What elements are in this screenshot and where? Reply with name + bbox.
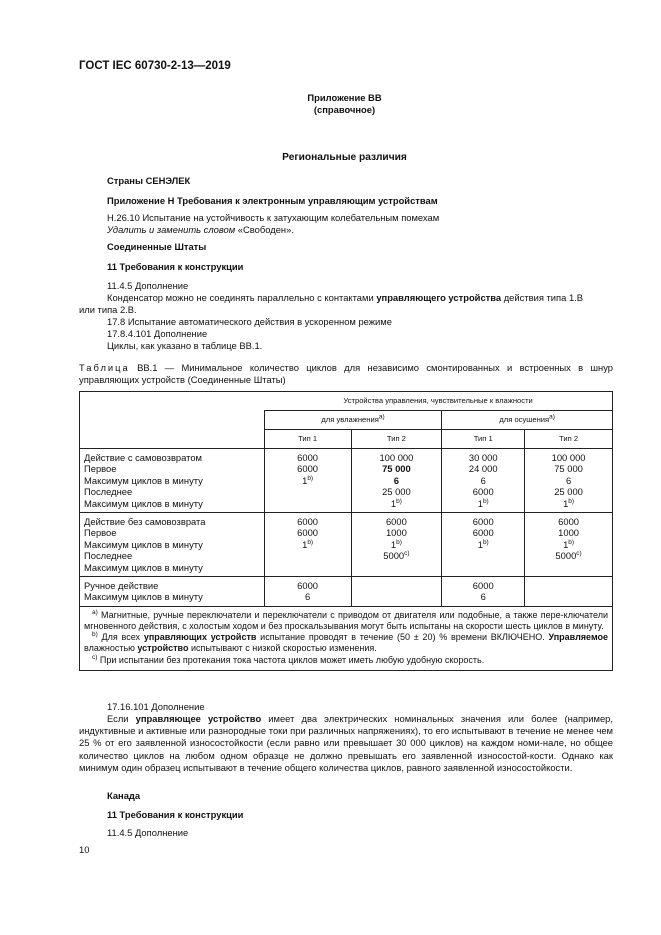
value: 1 [477, 497, 483, 509]
cell-value [525, 498, 612, 509]
value: 1 [390, 538, 397, 550]
page-number: 10 [79, 844, 90, 855]
cell-value [525, 539, 612, 550]
cell-value: 6000 [297, 463, 319, 475]
cycles-table [79, 391, 613, 671]
cell [264, 449, 351, 513]
value: 1 [477, 538, 483, 550]
cell-value [352, 539, 442, 550]
row-label: Максимум циклов в минуту [84, 497, 203, 509]
row-label: Последнее [84, 486, 133, 498]
row-label: Действие без самовозврата [84, 516, 206, 528]
us-heading: Соединенные Штаты [107, 241, 207, 252]
value: 1 [302, 474, 308, 486]
footnote-mark: a) [92, 608, 98, 616]
footnote-ref: b) [396, 538, 402, 546]
caption-lead: Таблица [79, 362, 130, 373]
table-row [80, 513, 613, 577]
us-line-6: Циклы, как указано в таблице ВВ.1. [107, 340, 263, 351]
footnote-ref: b) [307, 538, 314, 546]
table-caption-line-1 [79, 362, 613, 374]
text-run: испытывают с низкой скоростью изменения. [188, 643, 377, 654]
cenelec-annex: Приложение Н Требования к электронным управляющим устройствам [107, 195, 438, 206]
row-labels [80, 513, 265, 577]
us-line-2 [107, 292, 583, 304]
cell-value: 6 [565, 474, 572, 486]
caption-text: ВВ.1 — Минимальное количество циклов для независимо смонтированных и встроенных в шнур [129, 362, 613, 373]
cell-value: 100 000 [379, 452, 414, 463]
term-bold: управляющих устройств [143, 632, 257, 643]
text-run: имеет два электрических номинальных значения или более (например, индуктивные и активные или разнородные токи при различных напряжениях), то его испытывают в течение не менее чем 25 % от его заявленной износостойкости (если равно или превышает 30 000 циклов) на каждом номи-нале, но общее количество циклов на любом одном образце не должно превышать его заявленной износостой-кости. Однако как минимум один образец испытывают в течение общего количества циклов, равного заявленной износостойкости. [79, 713, 613, 773]
value: 1 [302, 538, 308, 550]
footnote-ref: b) [568, 497, 575, 505]
row-label: Максимум циклов в минуту [84, 591, 203, 603]
cell-value: 25 000 [554, 486, 583, 498]
table-footnotes [80, 606, 613, 670]
footnote-a [84, 610, 608, 632]
us-line-3: или типа 2.В. [79, 304, 137, 315]
cell [525, 449, 613, 513]
text-run: действия типа 1.B [501, 292, 584, 303]
cell-value [525, 550, 612, 561]
cell [351, 449, 442, 513]
canada-line-1: 11.4.5 Дополнение [107, 827, 189, 838]
header-humidify [264, 411, 442, 430]
row-label: Максимум циклов в минуту [84, 474, 203, 486]
footnote-ref: c) [576, 550, 582, 558]
row-label: Действие с самовозвратом [84, 452, 203, 463]
cell-value [352, 498, 442, 509]
value: 5000 [383, 550, 405, 562]
footnote-ref: b) [568, 538, 575, 546]
us-line-5: 17.8.4.101 Дополнение [107, 328, 208, 339]
cell-value: 24 000 [468, 463, 498, 475]
cell [264, 577, 351, 607]
value: 1 [563, 497, 569, 509]
row-labels [80, 577, 265, 607]
cell-value: 6000 [297, 580, 319, 592]
row-label: Максимум циклов в минуту [84, 561, 203, 573]
after-paragraph [79, 713, 613, 774]
header-dehumidify-label: для осушения [499, 415, 550, 424]
cell-value [352, 550, 442, 561]
value: 1 [390, 497, 397, 509]
cell [351, 513, 442, 577]
header-dehumidify [442, 411, 613, 430]
footnote-ref: b) [482, 538, 489, 546]
canada-heading: Канада [107, 790, 141, 801]
text-run: Для всех [97, 632, 144, 643]
cell-value: 25 000 [382, 486, 411, 498]
term-bold: управляющее устройство [135, 713, 262, 724]
header-type-1: Тип 1 [264, 430, 351, 449]
footnote-ref: b) [396, 497, 402, 505]
row-label: Ручное действие [84, 580, 159, 592]
after-line-1: 17.16.101 Дополнение [107, 701, 205, 712]
footnote-b [84, 632, 608, 654]
row-label: Первое [84, 527, 117, 539]
cell-value: 6000 [385, 516, 407, 528]
footnote-ref: a) [549, 413, 555, 421]
cell-value: 6 [393, 474, 400, 486]
header-main: Устройства управления, чувствительные к влажности [264, 392, 612, 411]
term-bold: Управляемое [548, 632, 608, 643]
us-section: 11 Требования к конструкции [107, 261, 244, 272]
cell [525, 513, 613, 577]
row-label: Последнее [84, 550, 133, 562]
header-humidify-label: для увлажнения [321, 415, 379, 424]
cell-value [265, 475, 351, 486]
cell-value: 6 [480, 591, 486, 603]
cenelec-heading: Страны СЕНЭЛЕК [107, 175, 191, 186]
row-label: Максимум циклов в минуту [84, 538, 203, 550]
cell-value [265, 539, 351, 550]
text-run: испытание проводят в течение (50 ± 20) % времени ВКЛЮЧЕНО. [256, 632, 549, 643]
cell-value: 6000 [472, 527, 494, 539]
value: 5000 [555, 550, 577, 562]
table-caption-line-2: управляющих устройств (Соединенные Штаты) [79, 374, 286, 385]
header-empty [80, 411, 265, 430]
term-bold: устройство [137, 643, 189, 654]
cell-value: 6000 [297, 516, 319, 528]
row-labels [80, 449, 265, 513]
cell-value: 1000 [385, 527, 407, 539]
section-title: Региональные различия [282, 152, 407, 163]
footnote-mark: c) [92, 653, 98, 661]
cell-value [442, 498, 524, 509]
footnote-ref: c) [404, 550, 410, 558]
footnote-mark: b) [92, 631, 98, 639]
text-run: Если [107, 713, 136, 724]
cell-value: 6000 [472, 580, 494, 592]
footnote-ref: b) [307, 474, 314, 482]
cenelec-instruction [107, 224, 294, 236]
cell-empty [525, 577, 613, 607]
us-line-4: 17.8 Испытание автоматического действия в ускоренном режиме [107, 316, 392, 327]
cell-value: 6 [480, 474, 486, 486]
document-header: ГОСТ IEC 60730-2-13—2019 [79, 60, 231, 72]
cell-empty [351, 577, 442, 607]
cell-value: 75 000 [554, 463, 583, 475]
appendix-subtitle: (справочное) [313, 104, 376, 115]
cell-value: 6000 [297, 452, 319, 463]
footnote-text: Магнитные, ручные переключатели и переключатели с приводом от двигателя или подобные, а также пере-ключатели мгновенного действия, с холостым ходом и без проскальзывания могут быть испытаны на скорости шесть циклов в минуту. [84, 609, 608, 632]
cell-value: 75 000 [382, 463, 411, 475]
canada-section: 11 Требования к конструкции [107, 809, 244, 820]
cenelec-item: Н.26.10 Испытание на устойчивость к затухающим колебательным помехам [107, 212, 440, 223]
value: 1 [563, 538, 569, 550]
text-run: влажностью [84, 643, 138, 654]
instruction-rest: «Свободен». [235, 224, 294, 235]
us-line-1: 11.4.5 Дополнение [107, 280, 189, 291]
appendix-title: Приложение ВВ [307, 92, 382, 103]
cell-value: 6 [304, 591, 311, 603]
text-run: Конденсатор можно не соединять параллельно с контактами [107, 292, 377, 303]
cell [264, 513, 351, 577]
cell-value: 6000 [472, 486, 494, 498]
cell [442, 513, 525, 577]
table-row [80, 577, 613, 607]
row-label: Первое [84, 463, 117, 475]
cell-value: 30 000 [468, 452, 498, 463]
table-row [80, 449, 613, 513]
cell-value: 1000 [558, 527, 579, 539]
cell-value: 6000 [558, 516, 579, 528]
header-type-2: Тип 2 [351, 430, 442, 449]
header-empty [80, 392, 265, 411]
cell-value [442, 539, 524, 550]
footnote-ref: a) [378, 413, 385, 421]
footnote-c [84, 655, 608, 666]
cell-value: 6000 [472, 516, 494, 528]
cell-value: 6000 [297, 527, 319, 539]
header-empty [80, 430, 265, 449]
term-bold: управляющего устройства [376, 292, 502, 303]
footnote-ref: b) [482, 497, 489, 505]
cell [442, 577, 525, 607]
header-type-2: Тип 2 [525, 430, 613, 449]
cell-value: 100 000 [551, 452, 586, 463]
cell [442, 449, 525, 513]
instruction-italic: Удалить и заменить словом [107, 224, 236, 235]
footnote-text: При испытании без протекания тока частота циклов может иметь любую удобную скорость. [97, 654, 485, 665]
header-type-1: Тип 1 [442, 430, 525, 449]
